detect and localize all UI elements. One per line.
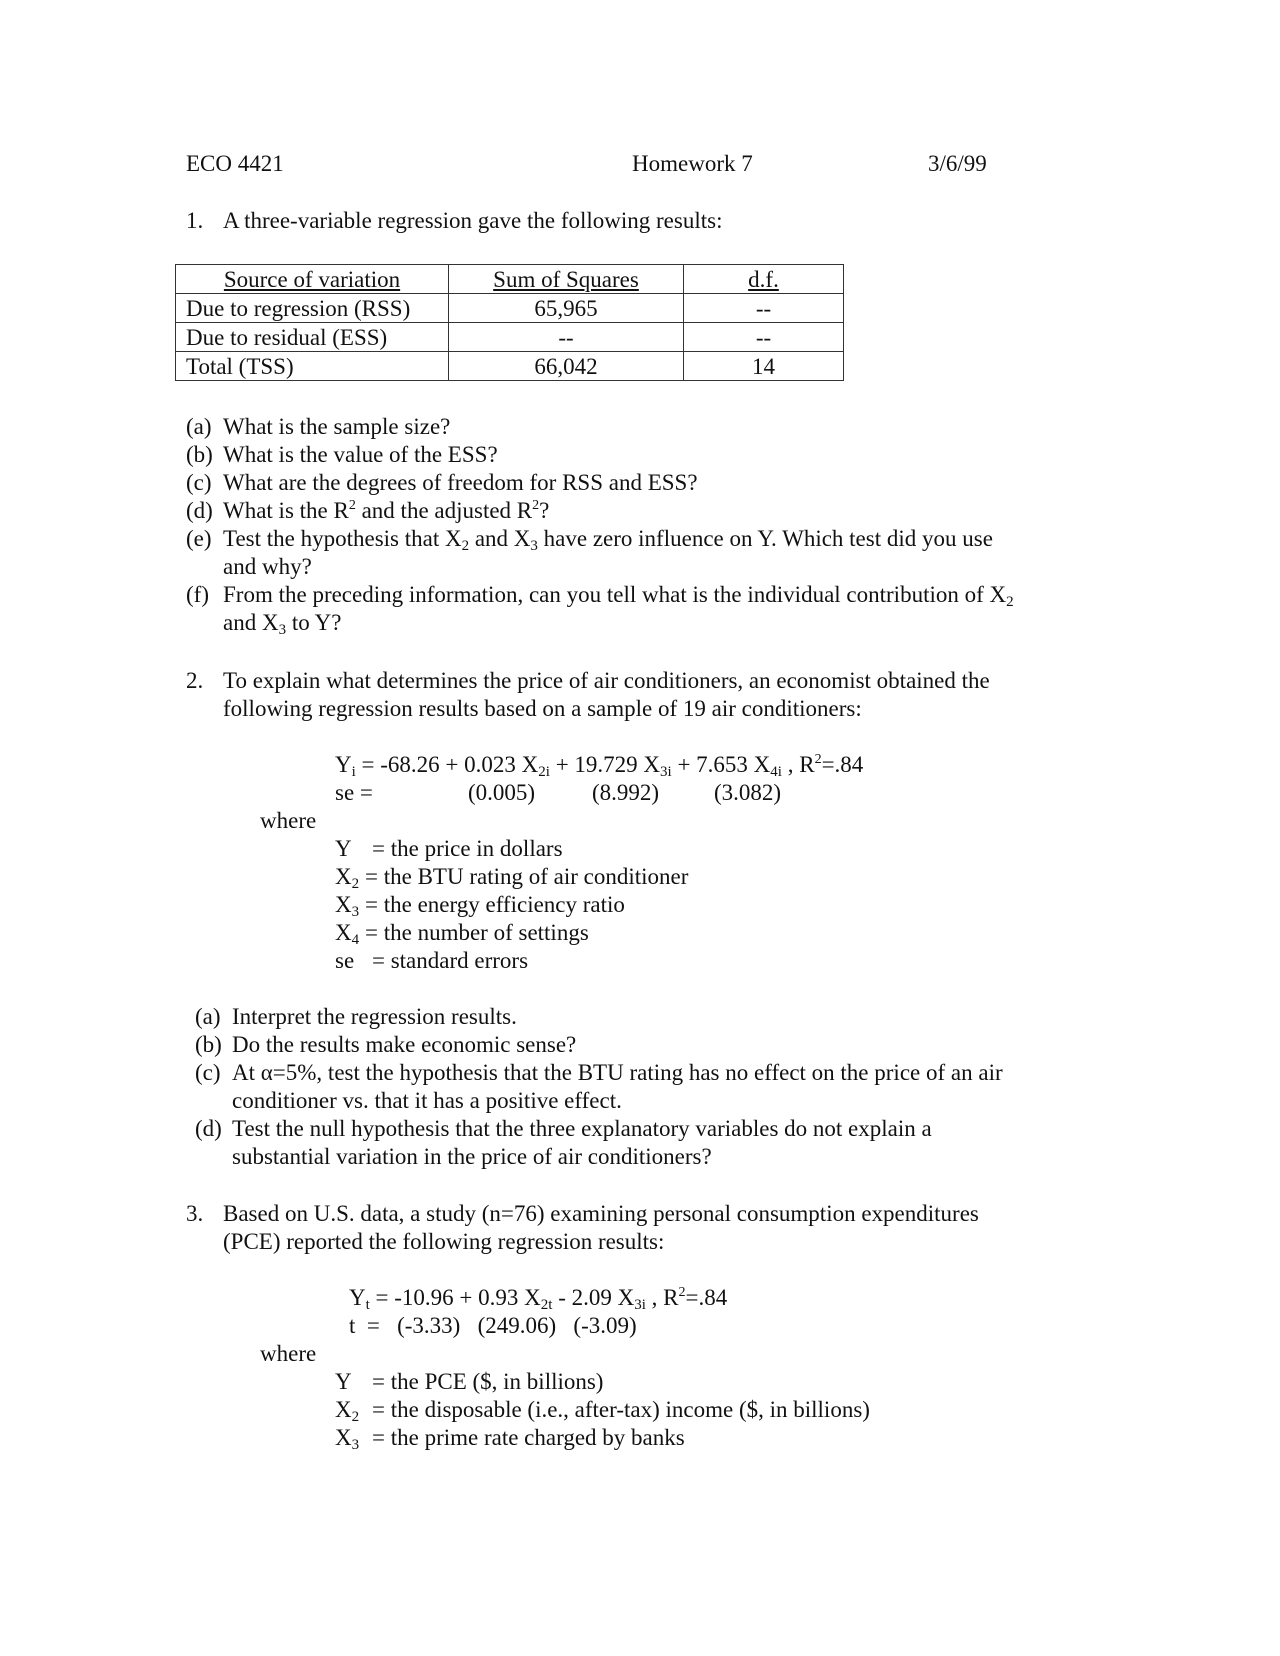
q2-se-label: se = [335, 780, 373, 805]
q1-part-f-line2: and $X_3$ to Y? [223, 610, 342, 638]
table-cell: Due to regression (RSS) [176, 294, 449, 323]
table-cell: -- [684, 294, 844, 323]
q2-part-d-label: (d) [195, 1116, 222, 1141]
q1-part-e-line2: and why? [223, 554, 312, 579]
table-cell: -- [684, 323, 844, 352]
document-title: Homework 7 [632, 151, 753, 176]
q2-def-x3: = the energy efficiency ratio [365, 892, 625, 917]
table-header-source: Source of variation [176, 265, 449, 294]
q1-part-a: What is the sample size? [223, 414, 451, 439]
q3-def-x3-var: $X_3$ [335, 1425, 360, 1453]
q2-se-x3: (8.992) [592, 780, 660, 805]
q3-def-x2-var: $X_2$ [335, 1397, 360, 1425]
q2-def-x4-var: $X_4$ [335, 920, 360, 948]
q2-part-c-line1: At α=5%, test the hypothesis that the BTU rating has no effect on the price of an air [232, 1060, 1003, 1085]
table-row [176, 352, 844, 381]
table-cell: 14 [684, 352, 844, 381]
table-header-ss: Sum of Squares [449, 265, 684, 294]
q2-def-x4: = the number of settings [365, 920, 589, 945]
course-code: ECO 4421 [186, 151, 284, 176]
table-row [176, 294, 844, 323]
q2-where: where [260, 808, 317, 833]
table-cell: -- [449, 323, 684, 352]
q3-def-y-var: Y [335, 1369, 352, 1394]
q2-part-c-label: (c) [195, 1060, 221, 1085]
q3-number: 3. [186, 1201, 204, 1226]
q1-part-d-label: (d) [186, 498, 213, 523]
q2-part-b-label: (b) [195, 1032, 222, 1057]
q3-def-x3: = the prime rate charged by banks [372, 1425, 685, 1450]
q2-number: 2. [186, 668, 204, 693]
table-header-df: d.f. [684, 265, 844, 294]
q1-part-f: From the preceding information, can you tell what is the individual contribution of $X_2$ [223, 582, 1014, 610]
q2-part-d-line2: substantial variation in the price of air conditioners? [232, 1144, 712, 1169]
q2-def-y: = the price in dollars [372, 836, 563, 861]
q2-part-c-line2: conditioner vs. that it has a positive effect. [232, 1088, 622, 1113]
table-cell: Due to residual (ESS) [176, 323, 449, 352]
q2-intro-line1: To explain what determines the price of air conditioners, an economist obtained the [223, 668, 990, 693]
q1-part-f-label: (f) [186, 582, 209, 607]
document-date: 3/6/99 [928, 151, 987, 176]
q1-part-e: Test the hypothesis that $X_2$ and $X_3$ have zero influence on Y. Which test did you use [223, 526, 993, 554]
q2-part-a: Interpret the regression results. [232, 1004, 517, 1029]
anova-table [175, 264, 844, 381]
q1-intro: A three-variable regression gave the following results: [223, 208, 723, 233]
q2-intro-line2: following regression results based on a sample of 19 air conditioners: [223, 696, 862, 721]
q1-number: 1. [186, 208, 204, 233]
q2-def-se-var: se [335, 948, 355, 973]
q2-se-x2: (0.005) [468, 780, 536, 805]
q1-part-b: What is the value of the ESS? [223, 442, 498, 467]
q1-part-b-label: (b) [186, 442, 213, 467]
q2-part-b: Do the results make economic sense? [232, 1032, 577, 1057]
q2-part-d-line1: Test the null hypothesis that the three explanatory variables do not explain a [232, 1116, 932, 1141]
q1-part-e-label: (e) [186, 526, 212, 551]
q3-def-x2: = the disposable (i.e., after-tax) income ($, in billions) [372, 1397, 870, 1422]
table-cell: Total (TSS) [176, 352, 449, 381]
q2-se-x4: (3.082) [714, 780, 782, 805]
q1-part-a-label: (a) [186, 414, 212, 439]
q1-part-c-label: (c) [186, 470, 212, 495]
q3-where: where [260, 1341, 317, 1366]
q1-part-d: What is the $R^2$ and the adjusted $R^2$? [223, 498, 550, 523]
q3-t-stats: t = (-3.33) (249.06) (-3.09) [349, 1313, 637, 1338]
q2-def-se: = standard errors [372, 948, 529, 973]
q2-def-x2: = the BTU rating of air conditioner [365, 864, 689, 889]
q3-equation: $Y_t = -10.96 + 0.93$ $X_{2t} - 2.09$ $X_{3i}$ , $R^2=.84$ [349, 1285, 728, 1313]
q2-def-x3-var: $X_3$ [335, 892, 360, 920]
table-cell: 66,042 [449, 352, 684, 381]
table-cell: 65,965 [449, 294, 684, 323]
q2-part-a-label: (a) [195, 1004, 221, 1029]
q2-equation: $Y_i = -68.26 + 0.023$ $X_{2i} + 19.729$ $X_{3i} + 7.653$ $X_{4i}$ , $R^2=.84$ [335, 752, 864, 780]
q1-part-c: What are the degrees of freedom for RSS and ESS? [223, 470, 698, 495]
table-row [176, 323, 844, 352]
q2-def-x2-var: $X_2$ [335, 864, 360, 892]
q2-def-y-var: Y [335, 836, 352, 861]
q3-def-y: = the PCE ($, in billions) [372, 1369, 604, 1394]
table-header-row [176, 265, 844, 294]
q3-intro-line2: (PCE) reported the following regression results: [223, 1229, 665, 1254]
q3-intro-line1: Based on U.S. data, a study (n=76) examining personal consumption expenditures [223, 1201, 979, 1226]
